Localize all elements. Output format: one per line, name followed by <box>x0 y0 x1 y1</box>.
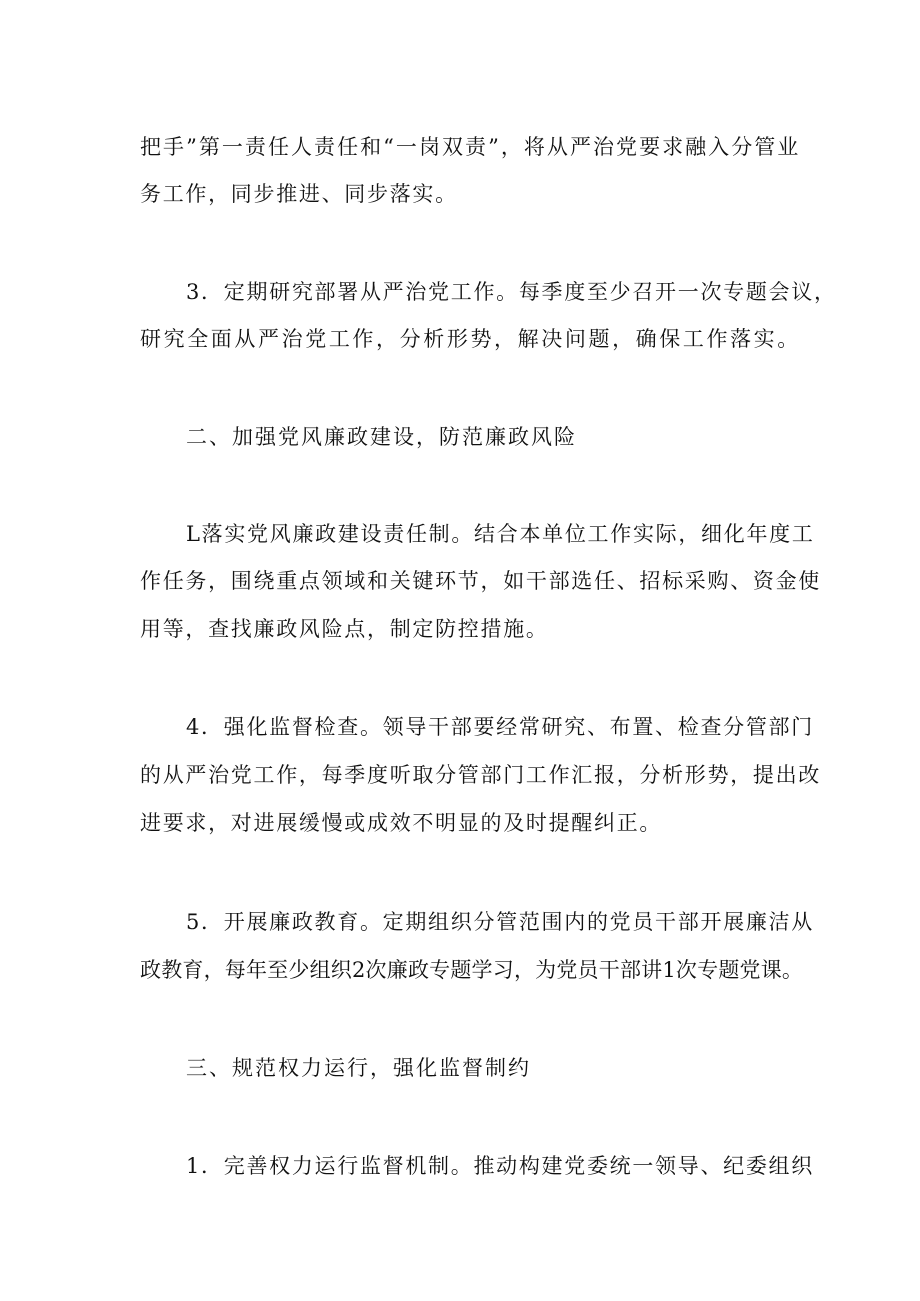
paragraph-line: L落实党风廉政建设责任制。结合本单位工作实际，细化年度工 <box>186 522 815 546</box>
paragraph-line: 3．定期研究部署从严治党工作。每季度至少召开一次专题会议， <box>186 280 837 304</box>
paragraph-line: 把手”第一责任人责任和“一岗双责”，将从严治党要求融入分管业 <box>140 135 800 159</box>
section-heading: 二、加强党风廉政建设，防范廉政风险 <box>186 425 577 449</box>
paragraph-line: 研究全面从严治党工作，分析形势，解决问题，确保工作落实。 <box>140 327 800 351</box>
paragraph-line: 4．强化监督检查。领导干部要经常研究、布置、检查分管部门 <box>186 715 814 739</box>
section-heading: 三、规范权力运行，强化监督制约 <box>186 1056 531 1080</box>
paragraph-line: 用等，查找廉政风险点，制定防控措施。 <box>140 617 549 641</box>
paragraph-line: 作任务，围绕重点领域和关键环节，如干部选任、招标采购、资金使 <box>140 569 821 593</box>
paragraph-line: 政教育，每年至少组织2次廉政专题学习，为党员干部讲1次专题党课。 <box>140 958 804 982</box>
paragraph-line: 5．开展廉政教育。定期组织分管范围内的党员干部开展廉洁从 <box>186 910 814 934</box>
paragraph-line: 务工作，同步推进、同步落实。 <box>140 182 458 206</box>
paragraph-line: 进要求，对进展缓慢或成效不明显的及时提醒纠正。 <box>140 811 663 835</box>
paragraph-line: 的从严治党工作，每季度听取分管部门工作汇报，分析形势，提出改 <box>140 763 821 787</box>
paragraph-line: 1．完善权力运行监督机制。推动构建党委统一领导、纪委组织 <box>186 1154 814 1178</box>
